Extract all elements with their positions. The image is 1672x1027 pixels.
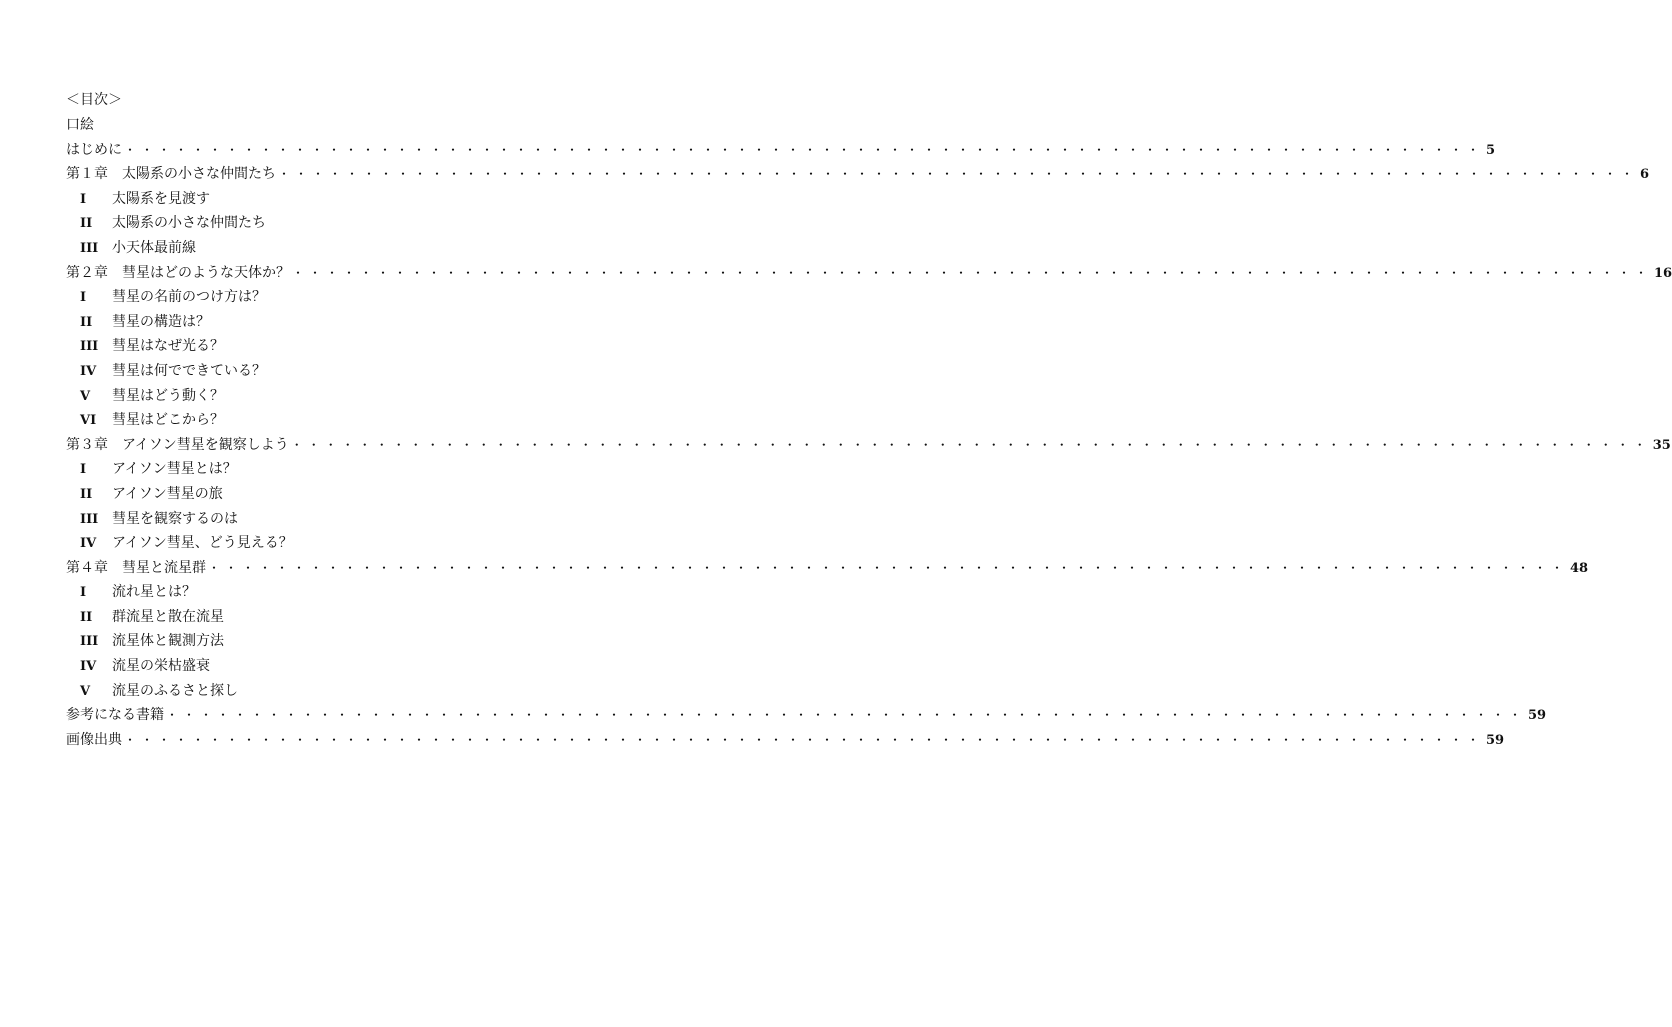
toc-subsection-title: アイソン彗星、どう見える？ xyxy=(112,535,293,552)
toc-entry-title: はじめに xyxy=(66,141,122,158)
toc-subsection-number: III xyxy=(80,634,99,650)
toc-subsection xyxy=(66,679,676,704)
toc-entry xyxy=(66,728,1505,753)
toc-entry-title: 第４章 彗星と流星群 xyxy=(66,559,206,576)
toc-subsection-number: V xyxy=(80,683,91,699)
toc-entry xyxy=(66,433,1671,458)
toc-subsection-title: 彗星の名前のつけ方は？ xyxy=(112,289,266,306)
toc-subsection-number: II xyxy=(80,486,93,502)
toc-subsection-title: 彗星は何でできている？ xyxy=(112,362,266,379)
toc-subsection xyxy=(66,629,676,654)
toc-subsection-title: 太陽系を見渡す xyxy=(112,190,210,207)
table-of-contents xyxy=(66,113,1672,752)
toc-subsection-number: I xyxy=(80,191,87,207)
toc-subsection-title: アイソン彗星とは？ xyxy=(112,461,237,478)
toc-subsection-title: 流れ星とは？ xyxy=(112,584,196,601)
toc-subsection-title: 彗星はどう動く？ xyxy=(112,387,224,404)
toc-page-number: 5 xyxy=(1486,142,1496,158)
toc-subsection xyxy=(66,457,676,482)
toc-entry-title: 画像出典 xyxy=(66,731,122,748)
toc-subsection xyxy=(66,359,676,384)
toc-subsection-title: 流星のふるさと探し xyxy=(112,682,238,699)
toc-subsection-number: III xyxy=(80,511,99,527)
toc-subsection-title: 流星の栄枯盛衰 xyxy=(112,658,210,675)
toc-subsection-title: 彗星を観察するのは xyxy=(112,510,238,527)
toc-page-number: 48 xyxy=(1570,560,1589,576)
toc-entry xyxy=(66,162,1650,187)
toc-subsection-title: 群流星と散在流星 xyxy=(112,608,224,625)
toc-leader-dots: ・・・・・・・・・・・・・・・・・・・・・・・・・・・・・・・・・・・・・・・・・・・・・・・・・・・・・・・・・・・・・・・・・・・・・・・・・・・・・・・・ xyxy=(124,732,1485,747)
toc-page-number: 35 xyxy=(1652,437,1671,453)
toc-subsection xyxy=(66,580,676,605)
toc-subsection-number: V xyxy=(80,388,91,404)
toc-leader-dots: ・・・・・・・・・・・・・・・・・・・・・・・・・・・・・・・・・・・・・・・・・・・・・・・・・・・・・・・・・・・・・・・・・・・・・・・・・・・・・・・・ xyxy=(124,142,1485,157)
toc-subsection xyxy=(66,384,676,409)
toc-subsection-title: 小天体最前線 xyxy=(112,239,196,256)
toc-heading: ＜目次＞ xyxy=(66,92,122,108)
toc-subsection-title: 彗星はどこから？ xyxy=(112,412,224,429)
toc-entry xyxy=(66,261,1672,286)
toc-subsection-number: VI xyxy=(80,413,97,429)
toc-subsection-title: 太陽系の小さな仲間たち xyxy=(112,215,266,232)
toc-page-number: 6 xyxy=(1640,167,1650,183)
toc-entry-title: 第１章 太陽系の小さな仲間たち xyxy=(66,166,276,183)
toc-subsection-number: III xyxy=(80,339,99,355)
toc-subsection-title: アイソン彗星の旅 xyxy=(112,485,223,502)
toc-entry-title: 第３章 アイソン彗星を観察しよう xyxy=(66,436,289,453)
toc-subsection-title: 彗星の構造は？ xyxy=(112,313,210,330)
toc-subsection-number: I xyxy=(80,290,87,306)
toc-subsection xyxy=(66,285,676,310)
toc-subsection-title: 彗星はなぜ光る？ xyxy=(112,338,224,355)
toc-subsection xyxy=(66,654,676,679)
toc-subsection-number: II xyxy=(80,609,93,625)
toc-entry-title: 参考になる書籍 xyxy=(66,707,164,724)
toc-subsection xyxy=(66,482,676,507)
toc-entry-title: 第２章 彗星はどのような天体か？ xyxy=(66,264,290,281)
toc-entry xyxy=(66,113,676,138)
toc-subsection xyxy=(66,187,676,212)
toc-leader-dots: ・・・・・・・・・・・・・・・・・・・・・・・・・・・・・・・・・・・・・・・・・・・・・・・・・・・・・・・・・・・・・・・・・・・・・・・・・・・・・・・・ xyxy=(278,167,1639,182)
toc-subsection-title: 流星体と観測方法 xyxy=(112,633,224,650)
toc-subsection-number: IV xyxy=(80,363,97,379)
toc-entry xyxy=(66,556,1589,581)
toc-subsection-number: I xyxy=(80,462,87,478)
toc-subsection xyxy=(66,408,676,433)
toc-subsection-number: II xyxy=(80,314,93,330)
toc-page-number: 59 xyxy=(1528,708,1547,724)
toc-subsection-number: II xyxy=(80,216,93,232)
toc-leader-dots: ・・・・・・・・・・・・・・・・・・・・・・・・・・・・・・・・・・・・・・・・・・・・・・・・・・・・・・・・・・・・・・・・・・・・・・・・・・・・・・・・ xyxy=(208,560,1569,575)
toc-subsection-number: III xyxy=(80,240,99,256)
toc-subsection xyxy=(66,507,676,532)
toc-subsection xyxy=(66,605,676,630)
toc-page-number: 16 xyxy=(1654,265,1672,281)
toc-subsection xyxy=(66,236,676,261)
toc-leader-dots: ・・・・・・・・・・・・・・・・・・・・・・・・・・・・・・・・・・・・・・・・・・・・・・・・・・・・・・・・・・・・・・・・・・・・・・・・・・・・・・・・ xyxy=(292,265,1653,280)
toc-subsection-number: I xyxy=(80,585,87,601)
toc-subsection xyxy=(66,211,676,236)
toc-subsection xyxy=(66,531,676,556)
toc-leader-dots: ・・・・・・・・・・・・・・・・・・・・・・・・・・・・・・・・・・・・・・・・・・・・・・・・・・・・・・・・・・・・・・・・・・・・・・・・・・・・・・・・ xyxy=(166,708,1527,723)
toc-page-number: 59 xyxy=(1486,732,1505,748)
toc-subsection-number: IV xyxy=(80,536,97,552)
toc-leader-dots: ・・・・・・・・・・・・・・・・・・・・・・・・・・・・・・・・・・・・・・・・・・・・・・・・・・・・・・・・・・・・・・・・・・・・・・・・・・・・・・・・ xyxy=(290,437,1651,452)
toc-subsection-number: IV xyxy=(80,659,97,675)
toc-subsection xyxy=(66,310,676,335)
toc-entry xyxy=(66,138,1496,163)
toc-subsection xyxy=(66,334,676,359)
toc-entry xyxy=(66,703,1547,728)
toc-entry-title: 口絵 xyxy=(66,117,94,133)
